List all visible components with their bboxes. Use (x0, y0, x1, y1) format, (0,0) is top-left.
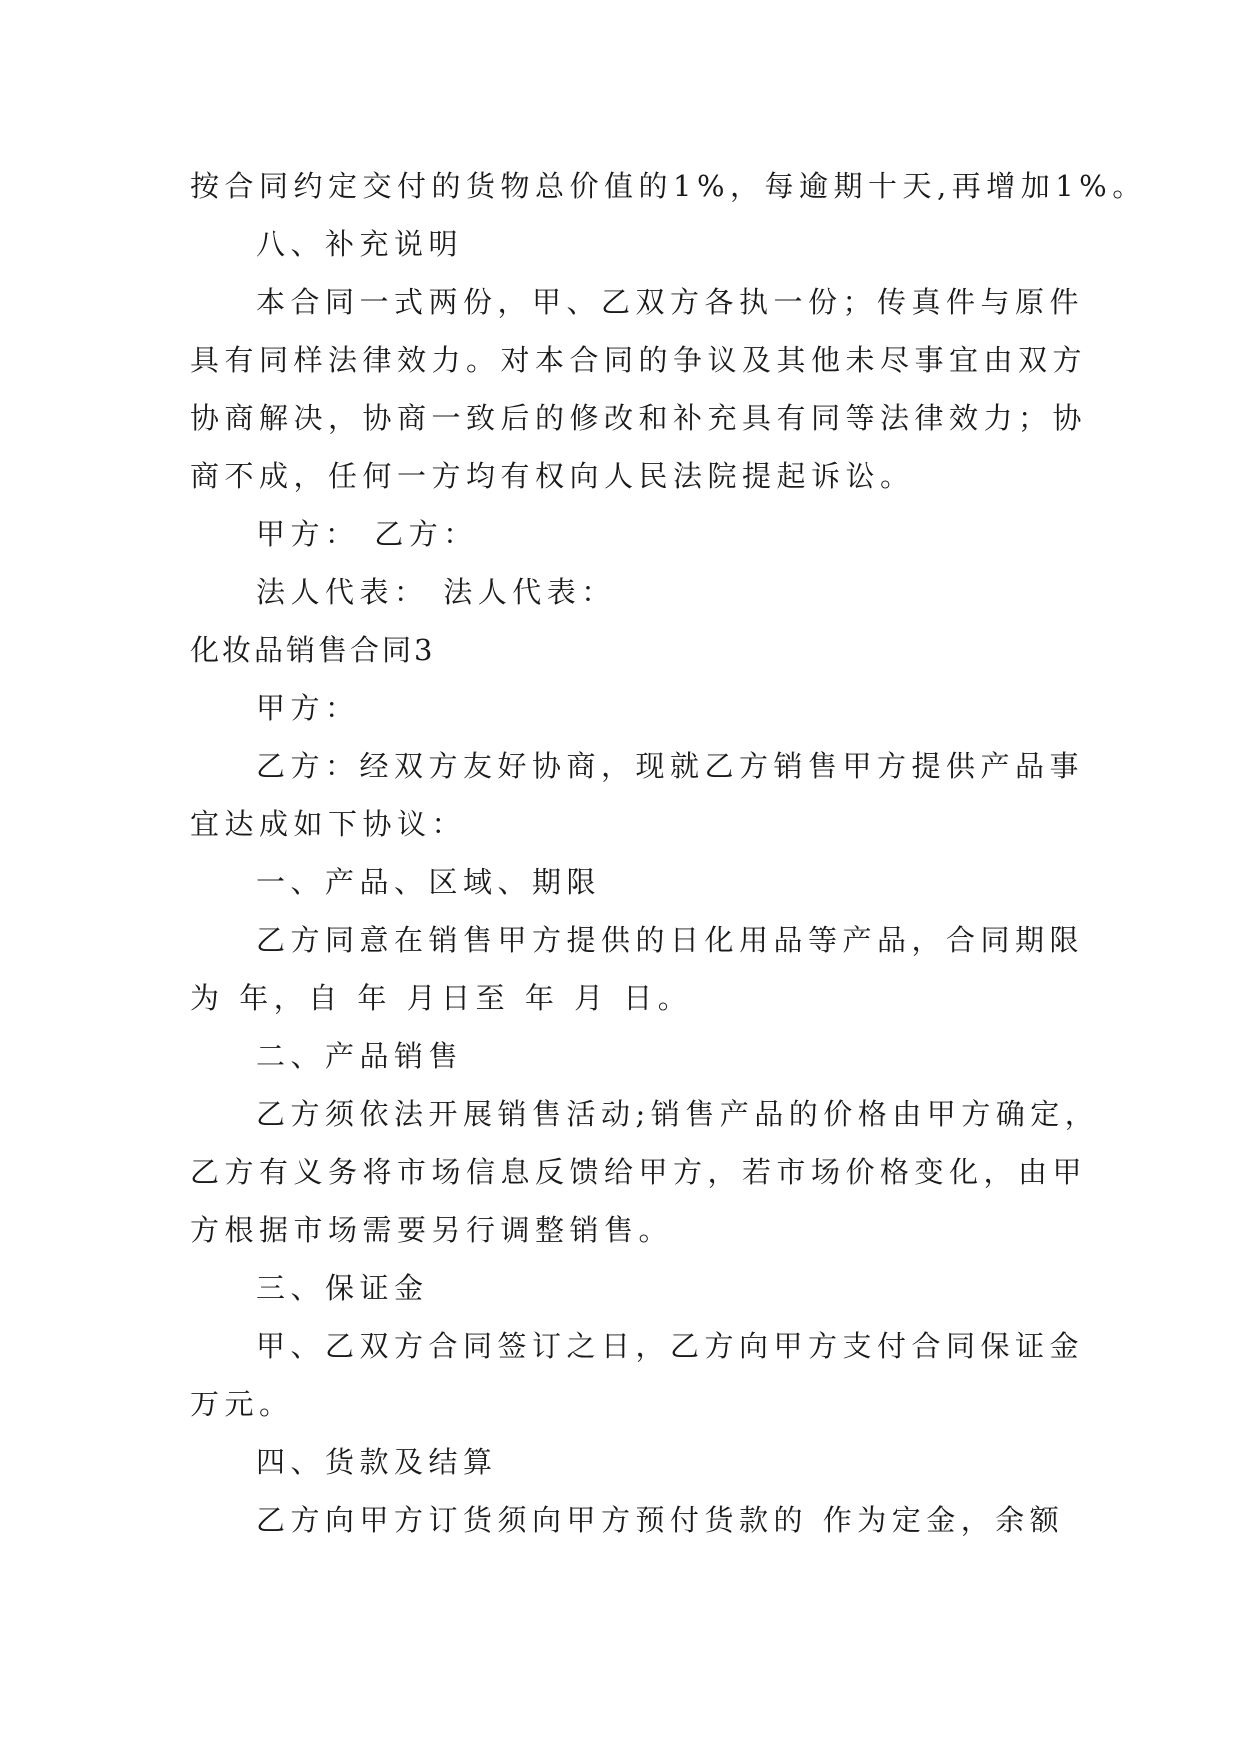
section-heading: 一、产品、区域、期限 (256, 865, 602, 899)
signature-parties-line: 甲方： 乙方： (256, 517, 478, 551)
paragraph-line: 乙方：经双方友好协商，现就乙方销售甲方提供产品事 (256, 749, 1085, 783)
section-heading: 四、货款及结算 (256, 1445, 498, 1479)
paragraph-line: 乙方有义务将市场信息反馈给甲方，若市场价格变化，由甲 (190, 1155, 1088, 1189)
paragraph-line: 为 年，自 年 月日至 年 月 日。 (190, 981, 693, 1015)
paragraph-line: 本合同一式两份，甲、乙双方各执一份；传真件与原件 (256, 285, 1085, 319)
legal-representative-line: 法人代表： 法人代表： (256, 575, 616, 609)
section-heading: 二、产品销售 (256, 1039, 464, 1073)
section-heading: 八、补充说明 (256, 227, 464, 261)
body-text-line: 按合同约定交付的货物总价值的1%，每逾期十天,再增加1%。 (190, 169, 1147, 203)
paragraph-line: 具有同样法律效力。对本合同的争议及其他未尽事宜由双方 (190, 343, 1088, 377)
party-a-line: 甲方： (256, 691, 360, 725)
paragraph-line: 甲、乙双方合同签订之日，乙方向甲方支付合同保证金 (256, 1329, 1085, 1363)
section-heading: 三、保证金 (256, 1271, 429, 1305)
paragraph-line: 商不成，任何一方均有权向人民法院提起诉讼。 (190, 459, 915, 493)
paragraph-line: 方根据市场需要另行调整销售。 (190, 1213, 674, 1247)
paragraph-line: 乙方同意在销售甲方提供的日化用品等产品，合同期限 (256, 923, 1085, 957)
paragraph-line: 乙方向甲方订货须向甲方预付货款的 作为定金，余额 (256, 1503, 1065, 1537)
paragraph-line: 乙方须依法开展销售活动;销售产品的价格由甲方确定， (256, 1097, 1100, 1131)
paragraph-line: 宜达成如下协议： (190, 807, 467, 841)
document-page (190, 157, 1147, 1549)
contract-title: 化妆品销售合同3 (190, 633, 436, 667)
paragraph-line: 万元。 (190, 1387, 294, 1421)
paragraph-line: 协商解决，协商一致后的修改和补充具有同等法律效力；协 (190, 401, 1088, 435)
